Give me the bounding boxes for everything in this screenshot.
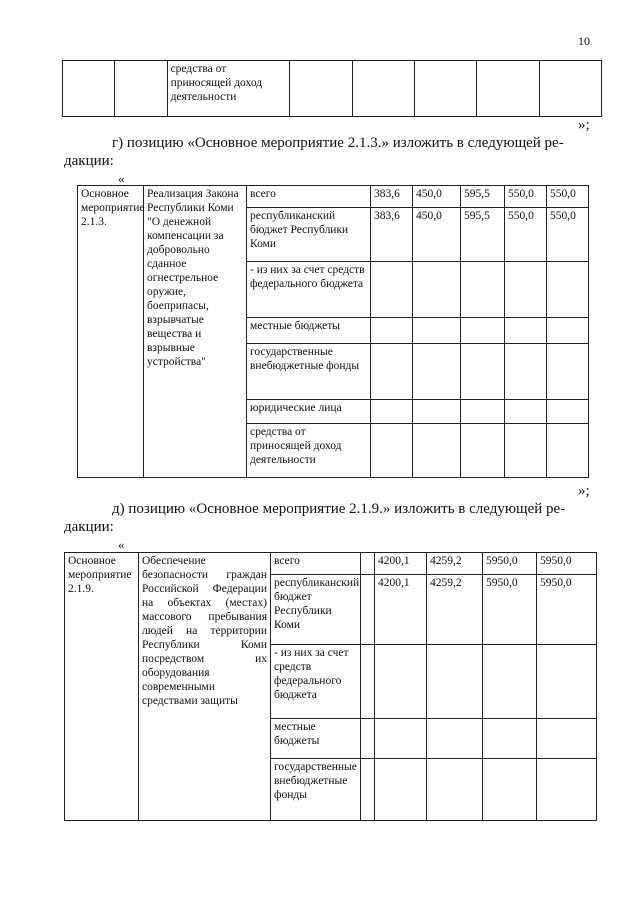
source-cell: средства от приносящей доход деятельности bbox=[167, 61, 290, 117]
source-cell: республиканский бюджет Республики Коми bbox=[247, 208, 371, 262]
value-cell: 383,6 bbox=[371, 186, 413, 208]
value-cell: 595,5 bbox=[461, 186, 505, 208]
value-cell bbox=[413, 400, 461, 424]
value-cell bbox=[547, 262, 589, 318]
value-cell bbox=[505, 424, 547, 478]
value-cell bbox=[461, 318, 505, 344]
value-cell bbox=[427, 645, 483, 719]
value-cell bbox=[537, 759, 597, 821]
cell bbox=[115, 61, 167, 117]
value-cell: 550,0 bbox=[547, 208, 589, 262]
value-cell bbox=[483, 759, 537, 821]
value-cell bbox=[461, 344, 505, 400]
open-quote-mark: « bbox=[118, 537, 125, 552]
value-cell bbox=[371, 318, 413, 344]
value-cell: 450,0 bbox=[413, 208, 461, 262]
cell bbox=[290, 61, 352, 117]
value-cell: 5950,0 bbox=[483, 553, 537, 575]
top-fragment-table bbox=[62, 60, 602, 117]
value-cell bbox=[537, 645, 597, 719]
source-cell: - из них за счет средств федерального бюджета bbox=[271, 645, 361, 719]
table-measure-2-1-9 bbox=[64, 552, 597, 821]
value-cell: 550,0 bbox=[505, 186, 547, 208]
source-cell: всего bbox=[247, 186, 371, 208]
value-cell bbox=[547, 400, 589, 424]
source-cell: местные бюджеты bbox=[271, 719, 361, 759]
source-cell: всего bbox=[271, 553, 361, 575]
value-cell bbox=[461, 262, 505, 318]
cell bbox=[477, 61, 539, 117]
close-quote-mark: »; bbox=[578, 483, 590, 499]
page-number: 10 bbox=[578, 34, 590, 48]
open-quote-mark: « bbox=[118, 171, 125, 186]
paragraph-d-line1: д) позицию «Основное мероприятие 2.1.9.» изложить в следующей ре- bbox=[112, 501, 566, 517]
value-cell bbox=[371, 344, 413, 400]
value-cell bbox=[427, 719, 483, 759]
paragraph-g-line2: дакции: bbox=[64, 153, 114, 169]
empty-cell bbox=[361, 575, 375, 645]
measure-title: Реализация Закона Республики Коми "О денежной компенсации за добровольно сданное огнестрельное оружие, боеприпасы, взрывчатые вещества и взрывные устройства" bbox=[144, 186, 247, 478]
measure-title: Обеспечение безопасности граждан Российской Федерации на объектах (местах) массового пребывания людей на территории Республики Коми посредством их оборудования современными средствами защиты bbox=[139, 553, 271, 821]
value-cell bbox=[413, 344, 461, 400]
paragraph-g-line1: г) позицию «Основное мероприятие 2.1.3.» изложить в следующей ре- bbox=[112, 135, 564, 151]
value-cell: 550,0 bbox=[505, 208, 547, 262]
source-cell: местные бюджеты bbox=[247, 318, 371, 344]
value-cell bbox=[427, 759, 483, 821]
table-measure-2-1-3 bbox=[77, 185, 589, 478]
value-cell bbox=[483, 719, 537, 759]
measure-label: Основное мероприятие 2.1.3. bbox=[78, 186, 144, 478]
source-cell: государственные внебюджетные фонды bbox=[247, 344, 371, 400]
cell bbox=[63, 61, 115, 117]
value-cell bbox=[413, 262, 461, 318]
value-cell: 4200,1 bbox=[375, 553, 427, 575]
value-cell bbox=[461, 400, 505, 424]
measure-label: Основное мероприятие 2.1.9. bbox=[65, 553, 139, 821]
value-cell bbox=[505, 344, 547, 400]
source-cell: государственные внебюджетные фонды bbox=[271, 759, 361, 821]
value-cell bbox=[505, 318, 547, 344]
empty-cell bbox=[361, 759, 375, 821]
source-cell: республиканский бюджет Республики Коми bbox=[271, 575, 361, 645]
value-cell: 5950,0 bbox=[537, 575, 597, 645]
empty-cell bbox=[361, 645, 375, 719]
value-cell bbox=[547, 344, 589, 400]
paragraph-d-line2: дакции: bbox=[64, 519, 114, 535]
value-cell: 4200,1 bbox=[375, 575, 427, 645]
empty-cell bbox=[361, 553, 375, 575]
source-cell: - из них за счет средств федерального бюджета bbox=[247, 262, 371, 318]
close-quote-mark: »; bbox=[578, 117, 590, 133]
value-cell bbox=[505, 400, 547, 424]
value-cell: 550,0 bbox=[547, 186, 589, 208]
value-cell: 4259,2 bbox=[427, 553, 483, 575]
value-cell bbox=[371, 400, 413, 424]
value-cell bbox=[547, 424, 589, 478]
value-cell: 5950,0 bbox=[483, 575, 537, 645]
value-cell bbox=[505, 262, 547, 318]
value-cell bbox=[413, 318, 461, 344]
empty-cell bbox=[361, 719, 375, 759]
value-cell bbox=[371, 262, 413, 318]
value-cell: 450,0 bbox=[413, 186, 461, 208]
cell bbox=[539, 61, 601, 117]
value-cell bbox=[537, 719, 597, 759]
value-cell bbox=[413, 424, 461, 478]
value-cell bbox=[461, 424, 505, 478]
value-cell bbox=[375, 719, 427, 759]
value-cell bbox=[371, 424, 413, 478]
cell bbox=[352, 61, 414, 117]
value-cell: 4259,2 bbox=[427, 575, 483, 645]
value-cell bbox=[483, 645, 537, 719]
source-cell: средства от приносящей доход деятельности bbox=[247, 424, 371, 478]
value-cell bbox=[375, 645, 427, 719]
cell bbox=[414, 61, 476, 117]
value-cell bbox=[547, 318, 589, 344]
value-cell: 595,5 bbox=[461, 208, 505, 262]
value-cell: 5950,0 bbox=[537, 553, 597, 575]
value-cell: 383,6 bbox=[371, 208, 413, 262]
source-cell: юридические лица bbox=[247, 400, 371, 424]
value-cell bbox=[375, 759, 427, 821]
